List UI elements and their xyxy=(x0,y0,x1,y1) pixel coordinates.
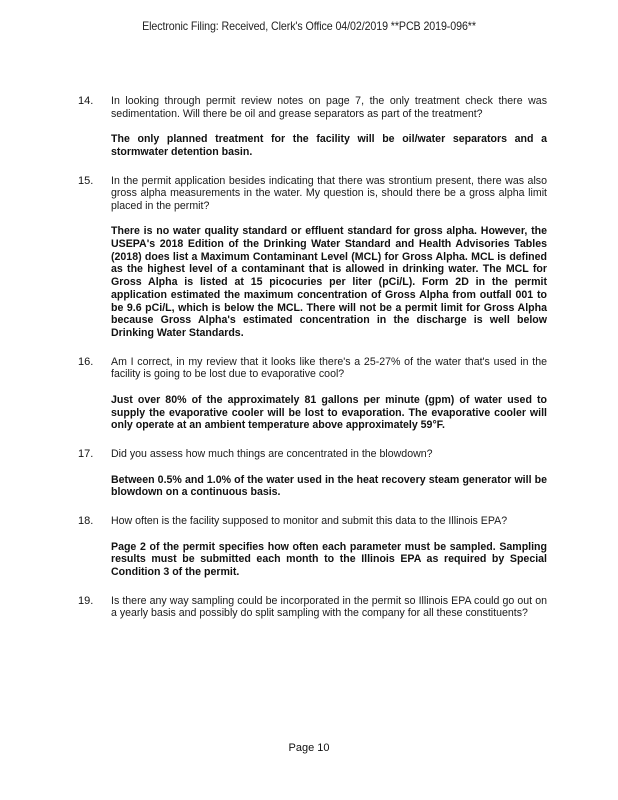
answer-text: Just over 80% of the approximately 81 gallons per minute (gpm) of water used to supply the evaporative cooler will be lost to evaporation. The evaporative cooler will only operate at an ambient temperature above approximately 59°F. xyxy=(111,393,547,432)
qa-list xyxy=(0,95,618,636)
question-text: Did you assess how much things are concentrated in the blowdown? xyxy=(111,448,433,460)
question-text: How often is the facility supposed to monitor and submit this data to the Illinois EPA? xyxy=(111,515,508,527)
question-text: In the permit application besides indicating that there was strontium present, there was also gross alpha measurements in the water. My question is, should there be a gross alpha limit placed in the permit? xyxy=(111,174,547,212)
item-number: 18. xyxy=(78,515,94,527)
item-number: 16. xyxy=(78,355,94,368)
item-number: 14. xyxy=(78,95,94,107)
item-number: 19. xyxy=(78,594,94,607)
item-number: 17. xyxy=(78,448,94,460)
filing-header: Electronic Filing: Received, Clerk's Office 04/02/2019 **PCB 2019-096** xyxy=(142,20,476,33)
qa-item-16 xyxy=(0,356,618,432)
question-text: Am I correct, in my review that it looks like there's a 25-27% of the water that's used in the facility is going to be lost due to evaporative cool? xyxy=(111,355,547,381)
answer-text: There is no water quality standard or effluent standard for gross alpha. However, the USEPA's 2018 Edition of the Drinking Water Standard and Health Advisories Tables (2018) does list a Maximum Contaminant Level (MCL) for Gross Alpha. MCL is defined as the highest level of a contaminant that is allowed in drinking water. The MCL for Gross Alpha is listed at 15 picocuries per liter (pCi/L). Form 2D in the permit application estimated the maximum concentration of Gross Alpha from outfall 001 to be 9.6 pCi/L, which is below the MCL. There will not be a permit limit for Gross Alpha because Gross Alpha's estimated concentration in the discharge is well below Drinking Water Standards. xyxy=(111,225,547,339)
item-number: 15. xyxy=(78,174,94,187)
answer-text: Page 2 of the permit specifies how often each parameter must be sampled. Sampling results must be submitted each month to the Illinois EPA as required by Special Condition 3 of the permit. xyxy=(111,540,547,578)
qa-item-14 xyxy=(0,95,618,159)
question-text: In looking through permit review notes on page 7, the only treatment check there was sedimentation. Will there be oil and grease separators as part of the treatment? xyxy=(111,95,547,120)
answer-text: Between 0.5% and 1.0% of the water used in the heat recovery steam generator will be blowdown on a continuous basis. xyxy=(111,473,547,499)
qa-item-18 xyxy=(0,515,618,579)
question-text: Is there any way sampling could be incorporated in the permit so Illinois EPA could go out on a yearly basis and possibly do split sampling with the company for all these constituents? xyxy=(111,594,547,620)
qa-item-15 xyxy=(0,175,618,340)
answer-text: The only planned treatment for the facility will be oil/water separators and a stormwater detention basin. xyxy=(111,133,547,158)
qa-item-19 xyxy=(0,595,618,620)
page-number: Page 10 xyxy=(288,742,330,754)
qa-item-17 xyxy=(0,448,618,499)
